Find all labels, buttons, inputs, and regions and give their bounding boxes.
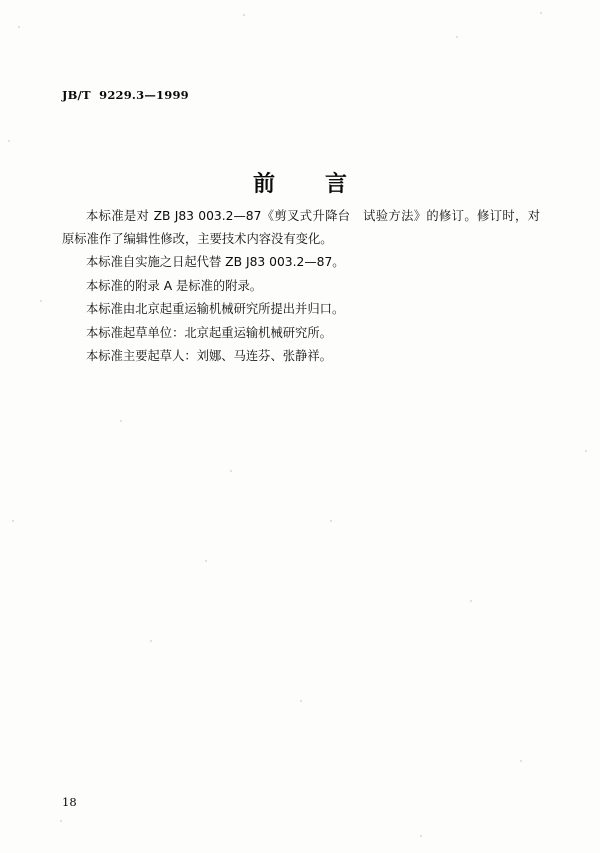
scan-speck bbox=[8, 140, 10, 142]
paragraph: 本标准是对 ZB J83 003.2—87《剪叉式升降台 试验方法》的修订。修订时，对原标准作了编辑性修改，主要技术内容没有变化。 bbox=[62, 209, 540, 246]
scan-speck bbox=[150, 640, 152, 642]
scan-speck bbox=[330, 520, 332, 522]
standard-number: JB/T 9229.3—1999 bbox=[62, 88, 189, 102]
scan-speck bbox=[60, 820, 62, 822]
scan-speck bbox=[456, 36, 458, 38]
scan-speck bbox=[18, 26, 20, 28]
scan-speck bbox=[120, 420, 122, 422]
scan-speck bbox=[420, 835, 422, 837]
scan-speck bbox=[12, 520, 14, 522]
scan-speck bbox=[520, 760, 522, 762]
foreword-body bbox=[62, 205, 540, 368]
scan-speck bbox=[243, 14, 245, 16]
scan-speck bbox=[585, 450, 587, 452]
page-number: 18 bbox=[62, 795, 77, 809]
paragraph: 本标准的附录 A 是标准的附录。 bbox=[86, 278, 263, 293]
page-title: 前 言 bbox=[252, 172, 361, 197]
scan-speck bbox=[230, 470, 232, 472]
paragraph: 本标准自实施之日起代替 ZB J83 003.2—87。 bbox=[86, 255, 345, 269]
paragraph: 本标准起草单位：北京起重运输机械研究所。 bbox=[86, 325, 332, 340]
paragraph: 本标准由北京起重运输机械研究所提出并归口。 bbox=[86, 302, 345, 316]
scan-speck bbox=[40, 300, 42, 302]
scan-speck bbox=[205, 560, 207, 562]
scan-speck bbox=[470, 600, 472, 602]
paragraph: 本标准主要起草人：刘娜、马连芬、张静祥。 bbox=[86, 349, 332, 363]
scan-speck bbox=[540, 12, 542, 14]
scan-speck bbox=[300, 700, 302, 702]
